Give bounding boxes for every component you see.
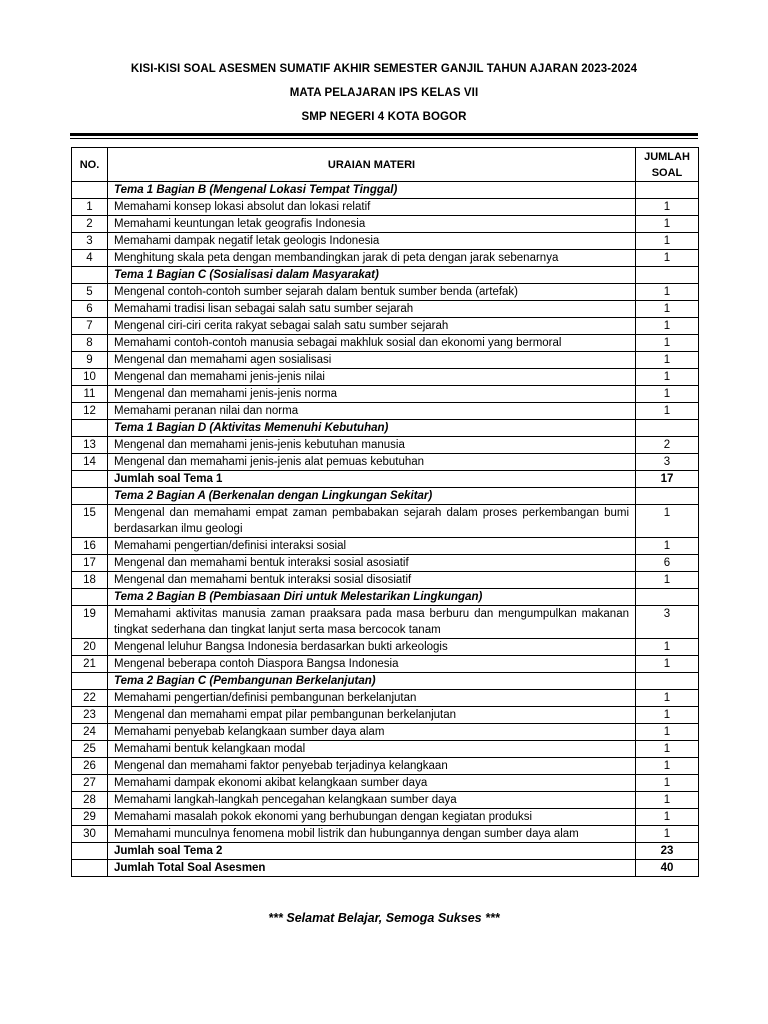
materi-description: Memahami dampak ekonomi akibat kelangkaan sumber daya: [108, 775, 636, 792]
row-number: 10: [72, 369, 108, 386]
question-count: 1: [636, 199, 699, 216]
question-count: 3: [636, 454, 699, 471]
table-row: [72, 690, 699, 707]
section-title: Tema 1 Bagian D (Aktivitas Memenuhi Kebutuhan): [108, 420, 636, 437]
table-row: [72, 656, 699, 673]
table-body: [72, 182, 699, 877]
row-number: 23: [72, 707, 108, 724]
row-number: 12: [72, 403, 108, 420]
row-number: [72, 589, 108, 606]
subtotal-row: [72, 843, 699, 860]
materi-description: Mengenal contoh-contoh sumber sejarah dalam bentuk sumber benda (artefak): [108, 284, 636, 301]
question-count: 1: [636, 792, 699, 809]
materi-description: Memahami peranan nilai dan norma: [108, 403, 636, 420]
row-number: 8: [72, 335, 108, 352]
question-count: 1: [636, 775, 699, 792]
materi-description: Memahami keuntungan letak geografis Indonesia: [108, 216, 636, 233]
table-row: [72, 707, 699, 724]
row-number: 26: [72, 758, 108, 775]
table-row: [72, 352, 699, 369]
question-count: 1: [636, 335, 699, 352]
row-number: 4: [72, 250, 108, 267]
table-row: [72, 454, 699, 471]
section-title: Tema 2 Bagian B (Pembiasaan Diri untuk Melestarikan Lingkungan): [108, 589, 636, 606]
row-number: 20: [72, 639, 108, 656]
materi-description: Menghitung skala peta dengan membandingkan jarak di peta dengan jarak sebenarnya: [108, 250, 636, 267]
subtotal-row: [72, 471, 699, 488]
question-count: [636, 182, 699, 199]
question-count: 1: [636, 403, 699, 420]
materi-description: Memahami penyebab kelangkaan sumber daya alam: [108, 724, 636, 741]
table-row: [72, 606, 699, 639]
question-count: 1: [636, 284, 699, 301]
table-row: [72, 284, 699, 301]
question-count: 1: [636, 572, 699, 589]
column-header-jumlah-line2: SOAL: [651, 166, 683, 179]
materi-description: Memahami munculnya fenomena mobil listrik dan hubungannya dengan sumber daya alam: [108, 826, 636, 843]
table-row: [72, 724, 699, 741]
materi-description: Mengenal beberapa contoh Diaspora Bangsa Indonesia: [108, 656, 636, 673]
question-count: 1: [636, 690, 699, 707]
row-number: [72, 182, 108, 199]
row-number: 25: [72, 741, 108, 758]
document-title: KISI-KISI SOAL ASESMEN SUMATIF AKHIR SEMESTER GANJIL TAHUN AJARAN 2023-2024: [130, 63, 638, 75]
subtotal-label: Jumlah soal Tema 1: [108, 471, 636, 488]
table-row: [72, 809, 699, 826]
question-count: [636, 267, 699, 284]
materi-description: Mengenal dan memahami jenis-jenis alat pemuas kebutuhan: [108, 454, 636, 471]
materi-description: Mengenal dan memahami bentuk interaksi sosial disosiatif: [108, 572, 636, 589]
row-number: 27: [72, 775, 108, 792]
row-number: 5: [72, 284, 108, 301]
row-number: 16: [72, 538, 108, 555]
question-count: 1: [636, 707, 699, 724]
materi-description: Mengenal dan memahami bentuk interaksi sosial asosiatif: [108, 555, 636, 572]
section-title: Tema 2 Bagian A (Berkenalan dengan Lingkungan Sekitar): [108, 488, 636, 505]
question-count: 1: [636, 724, 699, 741]
row-number: 18: [72, 572, 108, 589]
question-count: [636, 488, 699, 505]
row-number: [72, 420, 108, 437]
question-count: [636, 589, 699, 606]
question-count: 1: [636, 758, 699, 775]
kisi-kisi-table: [71, 147, 699, 877]
row-number: [72, 843, 108, 860]
table-row: [72, 572, 699, 589]
materi-description: Memahami contoh-contoh manusia sebagai makhluk sosial dan ekonomi yang bermoral: [108, 335, 636, 352]
subtotal-label: Jumlah soal Tema 2: [108, 843, 636, 860]
closing-message: *** Selamat Belajar, Semoga Sukses ***: [268, 911, 500, 925]
row-number: 28: [72, 792, 108, 809]
table-row: [72, 250, 699, 267]
subtotal-value: 23: [636, 843, 699, 860]
table-row: [72, 199, 699, 216]
row-number: 2: [72, 216, 108, 233]
question-count: [636, 420, 699, 437]
row-number: [72, 860, 108, 877]
materi-description: Mengenal ciri-ciri cerita rakyat sebagai salah satu sumber sejarah: [108, 318, 636, 335]
materi-description: Mengenal dan memahami jenis-jenis kebutuhan manusia: [108, 437, 636, 454]
row-number: 21: [72, 656, 108, 673]
section-row: [72, 420, 699, 437]
column-header-no: NO.: [72, 148, 108, 182]
question-count: 1: [636, 352, 699, 369]
question-count: 1: [636, 369, 699, 386]
table-row: [72, 437, 699, 454]
materi-description: Memahami tradisi lisan sebagai salah satu sumber sejarah: [108, 301, 636, 318]
row-number: 15: [72, 505, 108, 538]
materi-description: Mengenal dan memahami agen sosialisasi: [108, 352, 636, 369]
subtotal-row: [72, 860, 699, 877]
row-number: 24: [72, 724, 108, 741]
row-number: [72, 471, 108, 488]
materi-description: Mengenal dan memahami empat zaman pembabakan sejarah dalam proses perkembangan bumi berdasarkan ilmu geologi: [108, 505, 636, 538]
table-row: [72, 233, 699, 250]
materi-description: Memahami konsep lokasi absolut dan lokasi relatif: [108, 199, 636, 216]
subtotal-value: 17: [636, 471, 699, 488]
school-name: SMP NEGERI 4 KOTA BOGOR: [301, 111, 467, 123]
materi-description: Mengenal dan memahami faktor penyebab terjadinya kelangkaan: [108, 758, 636, 775]
table-header-row: [72, 148, 699, 182]
section-title: Tema 2 Bagian C (Pembangunan Berkelanjutan): [108, 673, 636, 690]
subtotal-label: Jumlah Total Soal Asesmen: [108, 860, 636, 877]
question-count: 6: [636, 555, 699, 572]
question-count: 1: [636, 318, 699, 335]
question-count: 1: [636, 826, 699, 843]
table-row: [72, 301, 699, 318]
table-row: [72, 403, 699, 420]
question-count: 2: [636, 437, 699, 454]
section-row: [72, 182, 699, 199]
question-count: 1: [636, 639, 699, 656]
question-count: 3: [636, 606, 699, 639]
question-count: 1: [636, 505, 699, 538]
row-number: 6: [72, 301, 108, 318]
table-row: [72, 505, 699, 538]
section-row: [72, 673, 699, 690]
header-rule-thick: [70, 133, 698, 136]
section-row: [72, 267, 699, 284]
column-header-materi: URAIAN MATERI: [108, 148, 636, 182]
question-count: 1: [636, 216, 699, 233]
row-number: [72, 488, 108, 505]
materi-description: Memahami pengertian/definisi pembangunan berkelanjutan: [108, 690, 636, 707]
table-row: [72, 216, 699, 233]
subtotal-value: 40: [636, 860, 699, 877]
question-count: 1: [636, 538, 699, 555]
row-number: 7: [72, 318, 108, 335]
materi-description: Memahami bentuk kelangkaan modal: [108, 741, 636, 758]
column-header-jumlah: [636, 148, 699, 182]
row-number: 22: [72, 690, 108, 707]
table-row: [72, 386, 699, 403]
section-title: Tema 1 Bagian C (Sosialisasi dalam Masyarakat): [108, 267, 636, 284]
table-row: [72, 826, 699, 843]
row-number: 1: [72, 199, 108, 216]
question-count: 1: [636, 656, 699, 673]
question-count: 1: [636, 250, 699, 267]
header-rule-thin: [70, 138, 698, 139]
table-row: [72, 775, 699, 792]
question-count: 1: [636, 233, 699, 250]
table-row: [72, 318, 699, 335]
materi-description: Memahami masalah pokok ekonomi yang berhubungan dengan kegiatan produksi: [108, 809, 636, 826]
row-number: 3: [72, 233, 108, 250]
column-header-jumlah-line1: JUMLAH: [644, 150, 690, 163]
table-row: [72, 555, 699, 572]
subject-title: MATA PELAJARAN IPS KELAS VII: [289, 87, 479, 99]
question-count: 1: [636, 809, 699, 826]
materi-description: Memahami pengertian/definisi interaksi sosial: [108, 538, 636, 555]
row-number: 17: [72, 555, 108, 572]
question-count: 1: [636, 741, 699, 758]
materi-description: Memahami dampak negatif letak geologis Indonesia: [108, 233, 636, 250]
question-count: [636, 673, 699, 690]
row-number: [72, 267, 108, 284]
materi-description: Memahami langkah-langkah pencegahan kelangkaan sumber daya: [108, 792, 636, 809]
materi-description: Mengenal leluhur Bangsa Indonesia berdasarkan bukti arkeologis: [108, 639, 636, 656]
table-row: [72, 335, 699, 352]
table-row: [72, 741, 699, 758]
question-count: 1: [636, 386, 699, 403]
row-number: 29: [72, 809, 108, 826]
row-number: 30: [72, 826, 108, 843]
table-row: [72, 369, 699, 386]
materi-description: Mengenal dan memahami jenis-jenis nilai: [108, 369, 636, 386]
row-number: 14: [72, 454, 108, 471]
section-title: Tema 1 Bagian B (Mengenal Lokasi Tempat Tinggal): [108, 182, 636, 199]
table-row: [72, 792, 699, 809]
row-number: 19: [72, 606, 108, 639]
table-row: [72, 758, 699, 775]
materi-description: Mengenal dan memahami jenis-jenis norma: [108, 386, 636, 403]
section-row: [72, 488, 699, 505]
row-number: 13: [72, 437, 108, 454]
table-row: [72, 639, 699, 656]
row-number: [72, 673, 108, 690]
row-number: 9: [72, 352, 108, 369]
materi-description: Mengenal dan memahami empat pilar pembangunan berkelanjutan: [108, 707, 636, 724]
materi-description: Memahami aktivitas manusia zaman praaksara pada masa berburu dan mengumpulkan makanan tingkat sederhana dan tingkat lanjut serta masa bercocok tanam: [108, 606, 636, 639]
row-number: 11: [72, 386, 108, 403]
table-row: [72, 538, 699, 555]
section-row: [72, 589, 699, 606]
question-count: 1: [636, 301, 699, 318]
